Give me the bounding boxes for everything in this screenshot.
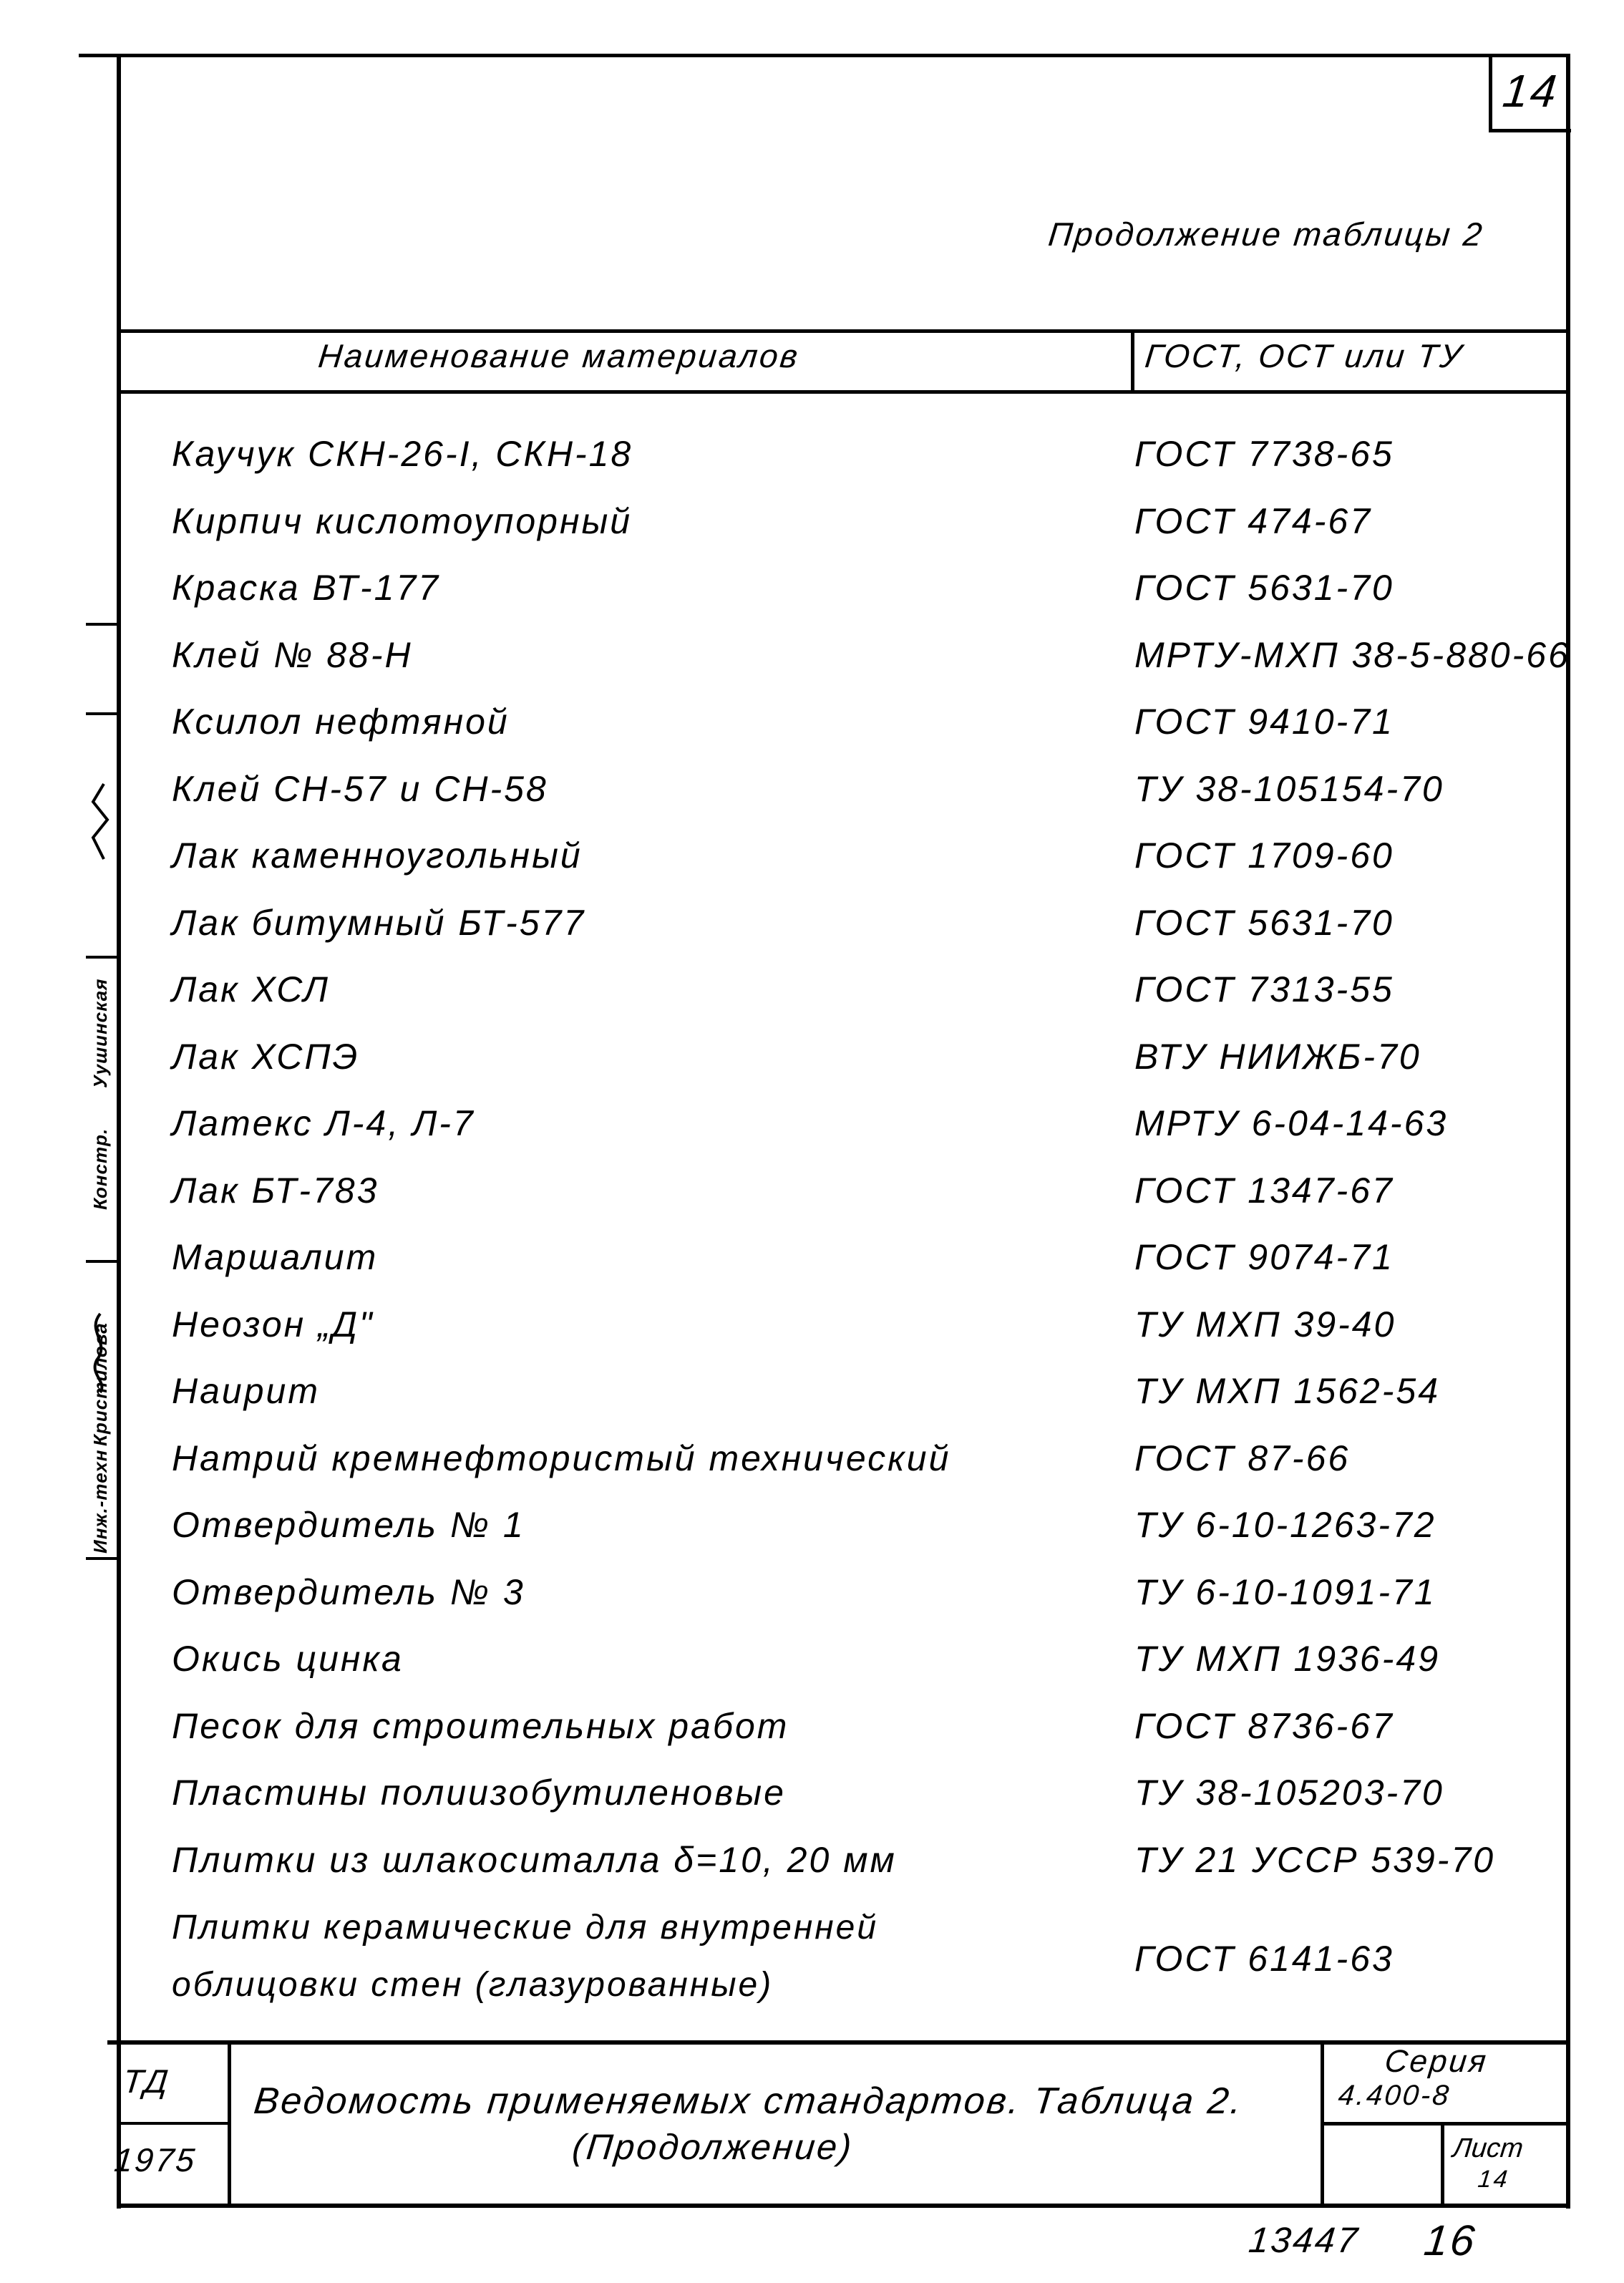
- material-standard: ГОСТ 5631-70: [1134, 568, 1394, 608]
- material-standard: ГОСТ 1347-67: [1134, 1170, 1394, 1211]
- footer-page: 16: [1421, 2216, 1479, 2264]
- material-standard: ГОСТ 8736-67: [1134, 1705, 1394, 1746]
- material-standard: ГОСТ 474-67: [1134, 500, 1372, 541]
- table-row: [0, 1571, 1624, 1639]
- margin-role-1: Инж.-техн: [89, 1449, 111, 1553]
- table-row: [0, 433, 1624, 500]
- material-standard: ТУ МХП 1562-54: [1134, 1371, 1441, 1411]
- material-standard: ТУ МХП 1936-49: [1134, 1639, 1441, 1679]
- material-name: Окись цинка: [172, 1639, 404, 1679]
- table-row: [0, 1438, 1624, 1505]
- material-name: Лак ХСПЭ: [172, 1036, 360, 1077]
- table-body: [0, 433, 1624, 2008]
- archive-number: 13447: [1247, 2220, 1361, 2260]
- table-row: [0, 1102, 1624, 1170]
- margin-tick: [86, 1260, 118, 1263]
- material-standard: ТУ 38-105154-70: [1134, 768, 1444, 809]
- signature-1: [82, 1310, 118, 1396]
- material-standard: ГОСТ 9410-71: [1134, 702, 1394, 742]
- signature-2: [82, 780, 118, 866]
- document-subtitle: (Продолжение): [570, 2127, 855, 2167]
- header-standard: ГОСТ, ОСТ или ТУ: [1143, 337, 1466, 374]
- material-standard: ГОСТ 7313-55: [1134, 969, 1394, 1009]
- table-row: [0, 634, 1624, 702]
- header-bottom-line: [117, 390, 1570, 394]
- material-standard: ТУ 38-105203-70: [1134, 1773, 1444, 1813]
- material-name: Лак битумный БТ-577: [172, 902, 586, 943]
- material-standard: ГОСТ 7738-65: [1134, 434, 1394, 474]
- margin-tick: [86, 1557, 118, 1560]
- material-name: Латекс Л-4, Л-7: [172, 1103, 475, 1143]
- table-row: [0, 1036, 1624, 1103]
- material-name: Наирит: [172, 1371, 320, 1411]
- material-standard: ТУ 6-10-1091-71: [1134, 1571, 1436, 1612]
- series-label: Серия: [1383, 2044, 1490, 2079]
- margin-tick: [86, 956, 118, 959]
- margin-role-2: Констр.: [89, 1128, 111, 1210]
- header-top-line: [117, 329, 1570, 333]
- page-number: 14: [1500, 65, 1561, 117]
- frame-top: [79, 54, 1570, 57]
- material-name: Неозон „Д": [172, 1304, 374, 1344]
- table-row: [0, 1504, 1624, 1571]
- frame-bottom: [117, 2204, 1570, 2208]
- title-block-split-right: [1321, 2122, 1570, 2126]
- title-block-split-left: [117, 2122, 230, 2125]
- material-name: Песок для строительных работ: [172, 1705, 789, 1746]
- material-name: Лак БТ-783: [172, 1170, 379, 1211]
- material-standard: ГОСТ 87-66: [1134, 1438, 1351, 1478]
- material-standard: ГОСТ 5631-70: [1134, 902, 1394, 943]
- material-standard: ТУ МХП 39-40: [1134, 1304, 1396, 1344]
- material-name: Отвердитель № 1: [172, 1505, 525, 1545]
- table-row: [0, 1772, 1624, 1839]
- material-name: Натрий кремнефтористый технический: [172, 1438, 951, 1478]
- material-standard: ТУ 21 УССР 539-70: [1134, 1839, 1496, 1880]
- table-row: [0, 1705, 1624, 1773]
- last-row-name-line1: Плитки керамические для внутренней: [172, 1909, 879, 1947]
- title-block-top: [107, 2040, 1570, 2045]
- series-value: 4.400-8: [1336, 2080, 1453, 2111]
- table-row: [0, 768, 1624, 835]
- title-block-col3: [1441, 2122, 1444, 2205]
- table-row: [0, 701, 1624, 768]
- material-name: Каучук СКН-26-I, СКН-18: [172, 434, 633, 474]
- sheet-label: Лист: [1451, 2133, 1525, 2163]
- last-row-standard: ГОСТ 6141-63: [1134, 1939, 1394, 1979]
- material-name: Краска ВТ-177: [172, 568, 441, 608]
- table-row: [0, 969, 1624, 1036]
- table-row: [0, 1236, 1624, 1304]
- material-standard: ТУ 6-10-1263-72: [1134, 1505, 1436, 1545]
- material-name: Лак ХСЛ: [172, 969, 330, 1009]
- table-row: [0, 1304, 1624, 1371]
- material-name: Отвердитель № 3: [172, 1571, 525, 1612]
- continuation-title: Продолжение таблицы 2: [1046, 215, 1486, 253]
- material-standard: МРТУ 6-04-14-63: [1134, 1103, 1449, 1143]
- table-row: [0, 500, 1624, 568]
- table-row: [0, 835, 1624, 902]
- margin-name-2: Уушинская: [89, 978, 111, 1088]
- material-name: Лак каменноугольный: [172, 835, 583, 876]
- material-name: Пластины полиизобутиленовые: [172, 1773, 786, 1813]
- table-row: [0, 1839, 1624, 1906]
- material-name: Клей № 88-Н: [172, 634, 413, 675]
- table-row: [0, 1370, 1624, 1438]
- table-row: [0, 1170, 1624, 1237]
- margin-name-1: Кристилова: [89, 1322, 111, 1446]
- year: 1975: [112, 2141, 199, 2178]
- header-materials: Наименование материалов: [316, 337, 802, 374]
- org-code: ТД: [121, 2063, 172, 2100]
- material-standard: ВТУ НИИЖБ-70: [1134, 1036, 1421, 1077]
- table-row: [0, 567, 1624, 634]
- material-name: Плитки из шлакоситалла δ=10, 20 мм: [172, 1839, 897, 1880]
- material-name: Клей СН-57 и СН-58: [172, 768, 548, 809]
- margin-tick: [86, 712, 118, 715]
- table-row: [0, 902, 1624, 969]
- material-name: Кирпич кислотоупорный: [172, 500, 633, 541]
- material-standard: МРТУ-МХП 38-5-880-66: [1134, 634, 1570, 675]
- material-name: Ксилол нефтяной: [172, 702, 510, 742]
- document-title: Ведомость применяемых стандартов. Таблица 2.: [251, 2080, 1246, 2122]
- sheet-value: 14: [1477, 2166, 1511, 2193]
- material-name: Маршалит: [172, 1237, 379, 1277]
- last-row-name-line2: облицовки стен (глазурованные): [172, 1966, 774, 2004]
- table-row: [0, 1638, 1624, 1705]
- header-divider: [1131, 329, 1134, 394]
- margin-tick: [86, 623, 118, 626]
- material-standard: ГОСТ 9074-71: [1134, 1237, 1394, 1277]
- material-standard: ГОСТ 1709-60: [1134, 835, 1394, 876]
